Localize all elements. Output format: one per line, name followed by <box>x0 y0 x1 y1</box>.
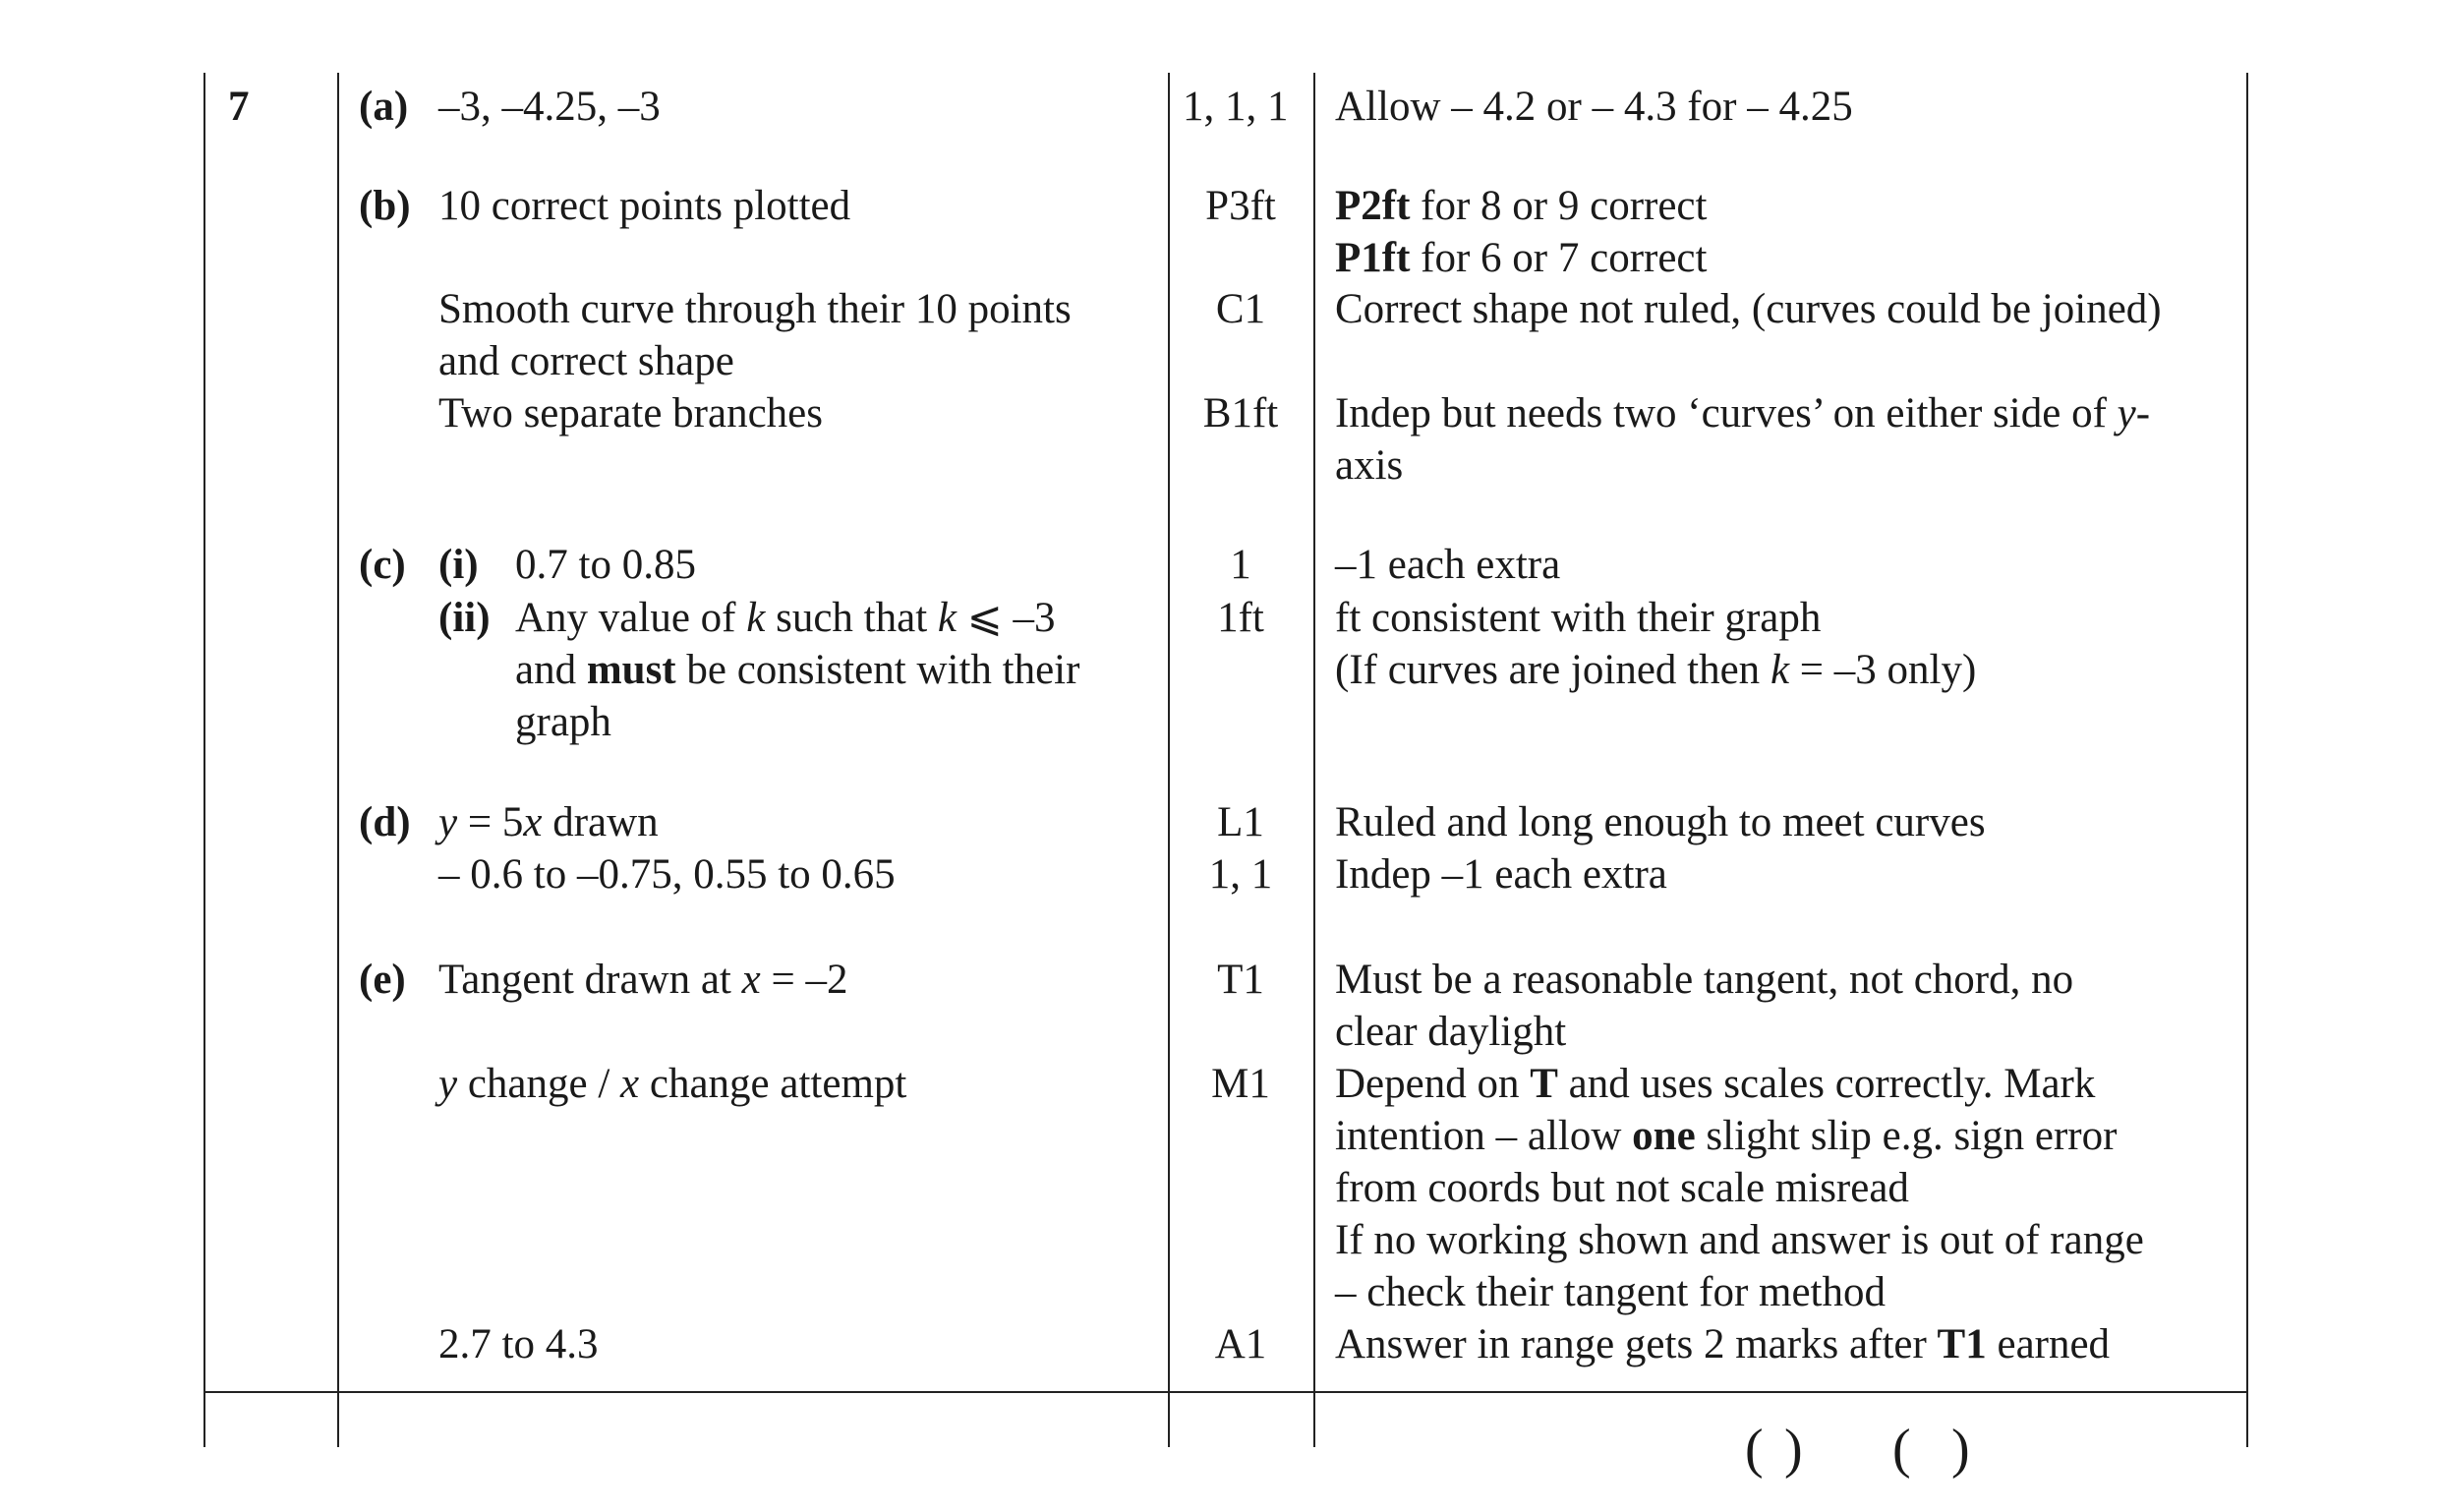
table-divider-answer <box>1168 73 1170 1447</box>
part-b-notes-2: Correct shape not ruled, (curves could be joined) <box>1335 286 2162 332</box>
question-number: 7 <box>228 84 250 130</box>
part-d-marks-1: L1 <box>1217 799 1264 845</box>
part-c-ii-marks: 1ft <box>1217 595 1264 641</box>
part-e-notes-2a: Depend on T and uses scales correctly. Mark <box>1335 1061 2096 1107</box>
part-b-notes-1a: P2ft for 8 or 9 correct <box>1335 183 1708 229</box>
cut-off-next-row-glyphs: ( ) ( ) <box>1745 1419 1970 1480</box>
part-d-marks-2: 1, 1 <box>1208 851 1273 898</box>
part-c-ii-notes-2: (If curves are joined then k = –3 only) <box>1335 647 1977 693</box>
part-b-answer-2a: Smooth curve through their 10 points <box>438 286 1072 332</box>
part-e-answer-2: y change / x change attempt <box>438 1061 907 1107</box>
part-c-ii-notes-1: ft consistent with their graph <box>1335 595 1822 641</box>
part-b-label: (b) <box>359 183 411 229</box>
part-b-notes-3b: axis <box>1335 442 1404 489</box>
part-d-notes-2: Indep –1 each extra <box>1335 851 1667 898</box>
part-b-answer-3: Two separate branches <box>438 390 823 436</box>
row-divider <box>203 1391 2248 1393</box>
part-d-answer-1: y = 5x drawn <box>438 799 659 845</box>
part-b-marks-1: P3ft <box>1205 183 1276 229</box>
part-d-notes-1: Ruled and long enough to meet curves <box>1335 799 1986 845</box>
part-c-i-notes: –1 each extra <box>1335 542 1561 588</box>
part-c-i-answer: 0.7 to 0.85 <box>515 542 696 588</box>
part-e-marks-3: A1 <box>1214 1321 1267 1367</box>
part-b-notes-1b: P1ft for 6 or 7 correct <box>1335 235 1708 281</box>
part-e-notes-2e: – check their tangent for method <box>1335 1269 1886 1315</box>
part-b-marks-3: B1ft <box>1202 390 1279 436</box>
table-border-right <box>2246 73 2248 1447</box>
part-a-label: (a) <box>359 84 409 130</box>
part-a-answer: –3, –4.25, –3 <box>438 84 661 130</box>
part-e-notes-2c: from coords but not scale misread <box>1335 1165 1909 1211</box>
part-b-answer-1: 10 correct points plotted <box>438 183 851 229</box>
part-c-i-marks: 1 <box>1230 542 1251 588</box>
part-c-ii-label: (ii) <box>438 595 491 641</box>
part-e-notes-3: Answer in range gets 2 marks after T1 earned <box>1335 1321 2111 1367</box>
part-c-i-label: (i) <box>438 542 479 588</box>
part-a-marks: 1, 1, 1 <box>1183 84 1289 130</box>
part-e-notes-2d: If no working shown and answer is out of range <box>1335 1217 2144 1263</box>
table-divider-marks <box>1313 73 1315 1447</box>
table-border-left <box>203 73 205 1447</box>
part-c-ii-answer-2: and must be consistent with their <box>515 647 1080 693</box>
part-c-ii-answer-1: Any value of k such that k ⩽ –3 <box>515 595 1056 641</box>
part-e-marks-1: T1 <box>1217 957 1264 1003</box>
part-d-answer-2: – 0.6 to –0.75, 0.55 to 0.65 <box>438 851 896 898</box>
part-e-marks-2: M1 <box>1211 1061 1270 1107</box>
part-e-answer-1: Tangent drawn at x = –2 <box>438 957 848 1003</box>
part-a-notes: Allow – 4.2 or – 4.3 for – 4.25 <box>1335 84 1853 130</box>
part-e-notes-1b: clear daylight <box>1335 1009 1567 1055</box>
part-b-answer-2b: and correct shape <box>438 338 734 384</box>
table-divider-question <box>337 73 339 1447</box>
part-b-notes-3a: Indep but needs two ‘curves’ on either side of y- <box>1335 390 2151 436</box>
part-e-notes-2b: intention – allow one slight slip e.g. sign error <box>1335 1113 2118 1159</box>
part-e-label: (e) <box>359 957 406 1003</box>
part-e-notes-1a: Must be a reasonable tangent, not chord, no <box>1335 957 2074 1003</box>
part-c-label: (c) <box>359 542 406 588</box>
part-d-label: (d) <box>359 799 411 845</box>
part-b-marks-2: C1 <box>1215 286 1266 332</box>
part-c-ii-answer-3: graph <box>515 699 611 745</box>
part-e-answer-3: 2.7 to 4.3 <box>438 1321 599 1367</box>
